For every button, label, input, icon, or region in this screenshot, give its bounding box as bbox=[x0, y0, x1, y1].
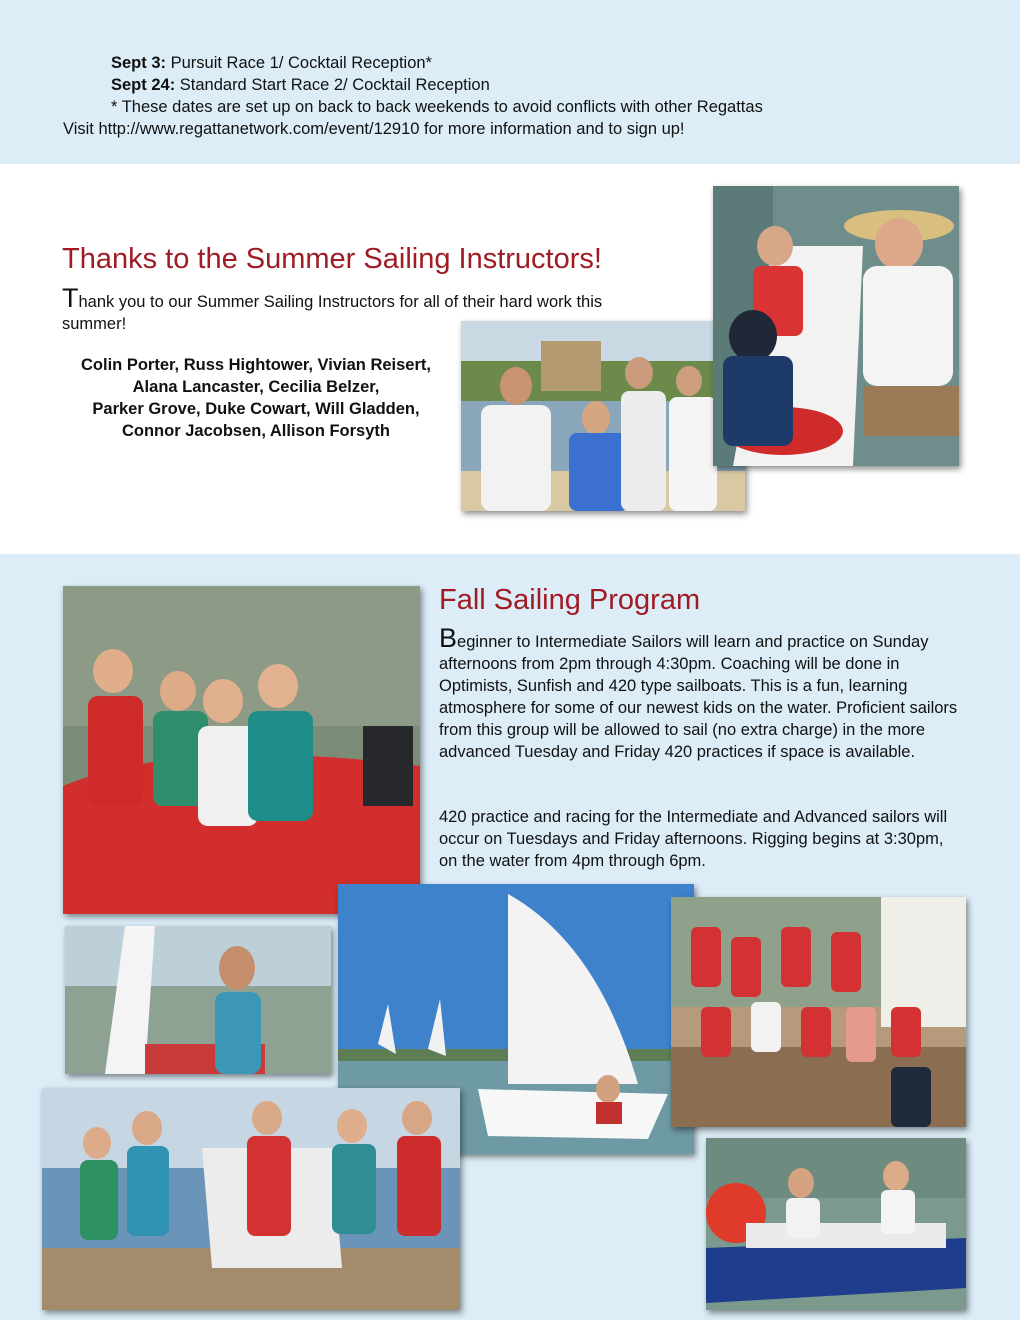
group-on-dock-photo bbox=[671, 897, 966, 1127]
kids-on-beach-photo bbox=[42, 1088, 460, 1310]
instructor-helping-photo bbox=[713, 186, 959, 466]
regatta-note: * These dates are set up on back to back weekends to avoid conflicts with other Regattas bbox=[111, 98, 763, 116]
date-label: Sept 3: bbox=[111, 54, 167, 72]
instructor-names bbox=[56, 354, 456, 442]
dropcap: B bbox=[439, 623, 458, 653]
instructors-heading: Thanks to the Summer Sailing Instructors! bbox=[62, 243, 602, 275]
kids-on-boat-photo bbox=[63, 586, 420, 914]
names-line: Alana Lancaster, Cecilia Belzer, bbox=[132, 378, 380, 396]
regatta-link-text[interactable]: Visit http://www.regattanetwork.com/event/12910 for more information and to sign up! bbox=[63, 120, 685, 138]
names-line: Parker Grove, Duke Cowart, Will Gladden, bbox=[92, 400, 420, 418]
intro-text: hank you to our Summer Sailing Instructors for all of their hard work this summer! bbox=[62, 293, 603, 333]
date-description: Standard Start Race 2/ Cocktail Reception bbox=[175, 76, 490, 94]
date-label: Sept 24: bbox=[111, 76, 176, 94]
date-description: Pursuit Race 1/ Cocktail Reception* bbox=[166, 54, 432, 72]
names-line: Colin Porter, Russ Hightower, Vivian Reisert, bbox=[81, 356, 431, 374]
names-line: Connor Jacobsen, Allison Forsyth bbox=[121, 422, 390, 440]
inflatable-boat-photo bbox=[706, 1138, 966, 1310]
regatta-date-2 bbox=[111, 76, 490, 95]
fall-heading: Fall Sailing Program bbox=[439, 584, 701, 616]
regatta-date-1 bbox=[111, 54, 432, 73]
instructors-group-photo bbox=[461, 321, 745, 511]
dropcap: T bbox=[62, 283, 79, 313]
paragraph-text: eginner to Intermediate Sailors will learn and practice on Sunday afternoons from 2pm through 4:30pm. Coaching will be done in Optimists, Sunfish and 420 type sailboats. This is a fun, learning atmosphere for some of our newest kids on the water. Proficient sailors from this group will be allowed to sail (no extra charge) in the more advanced Tuesday and Friday 420 practices if space is available. bbox=[439, 633, 958, 761]
girl-life-jacket-photo bbox=[65, 926, 331, 1074]
fall-paragraph-1 bbox=[439, 623, 959, 763]
fall-paragraph-2: 420 practice and racing for the Intermediate and Advanced sailors will occur on Tuesdays and Friday afternoons. Rigging begins at 3:30pm, on the water from 4pm through 6pm. bbox=[439, 808, 948, 870]
